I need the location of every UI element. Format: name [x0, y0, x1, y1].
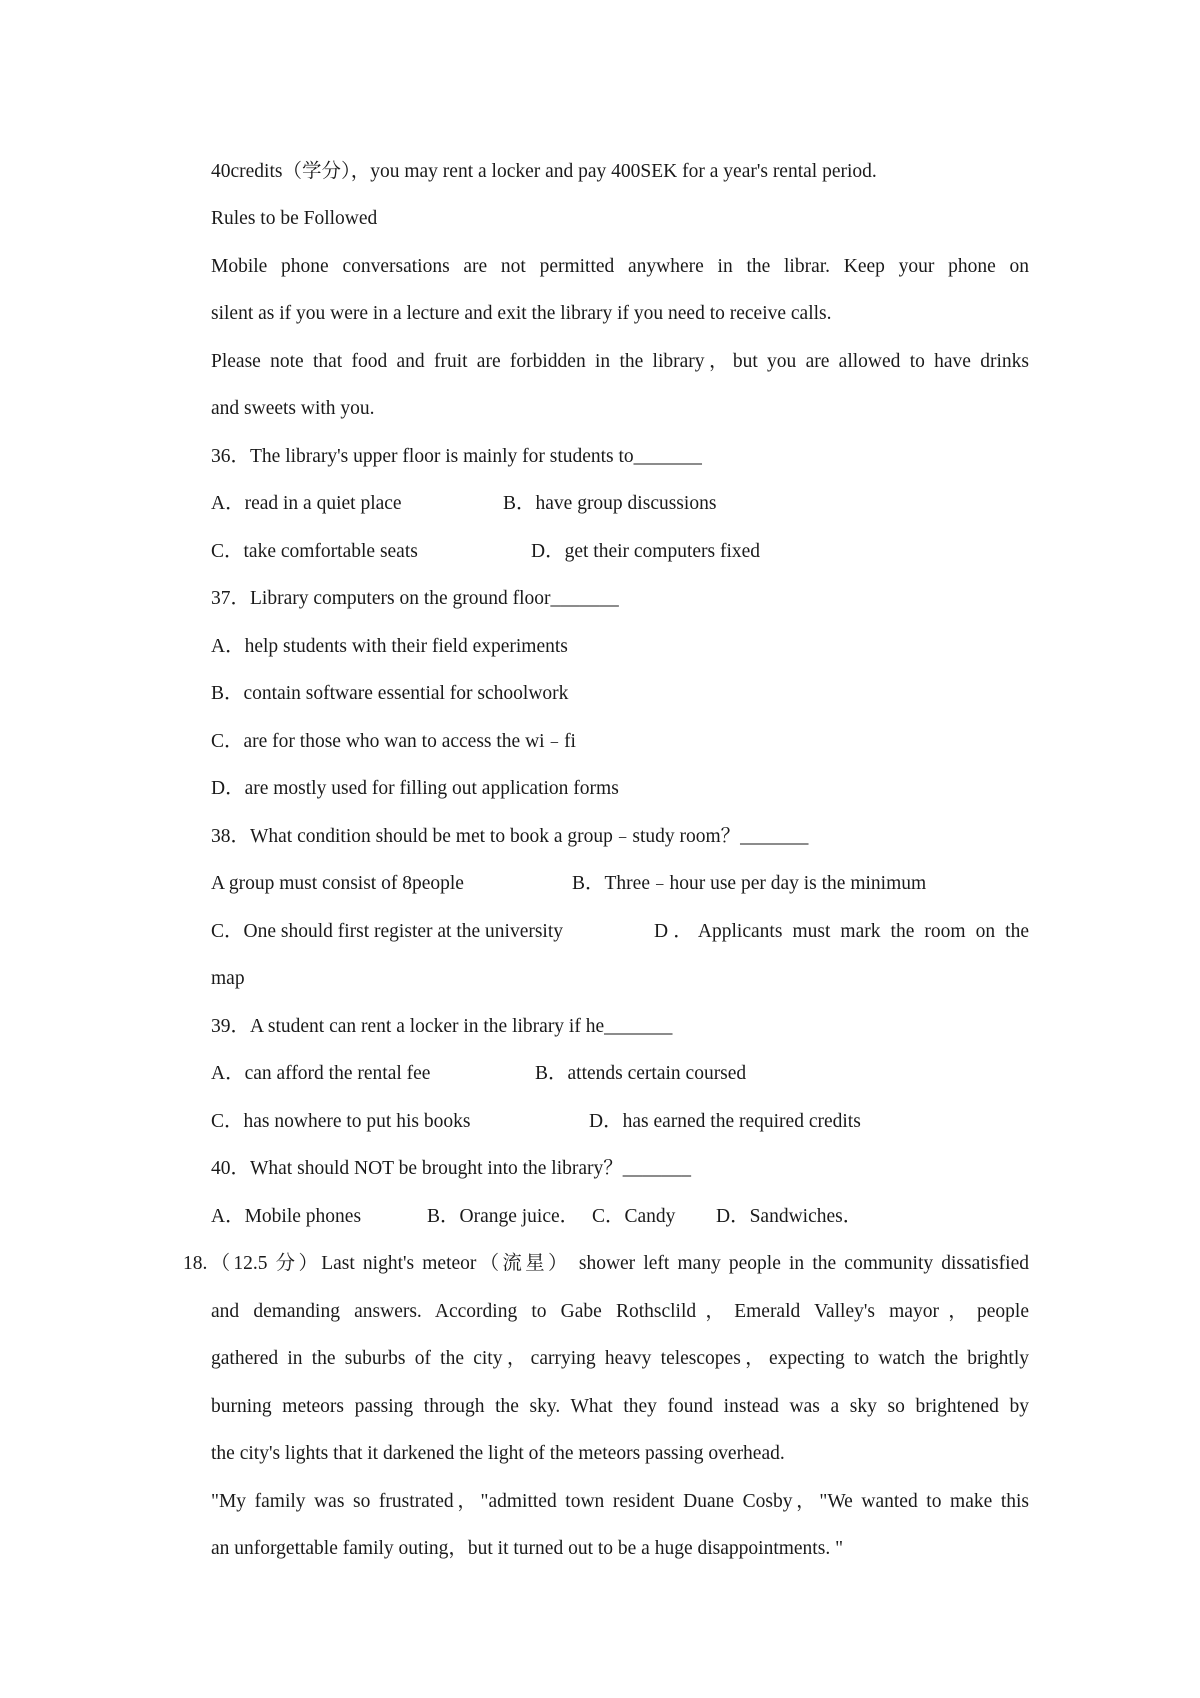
answer-option: D．has earned the required credits [589, 1111, 861, 1132]
answer-option: B．contain software essential for schoolwork [211, 683, 569, 704]
question-stem: 36．The library's upper floor is mainly for students to_______ [211, 446, 702, 467]
passage-line: silent as if you were in a lecture and exit the library if you need to receive calls. [211, 303, 832, 324]
answer-option-continuation: map [211, 968, 245, 989]
answer-option: A group must consist of 8people [211, 873, 464, 894]
answer-option: C．has nowhere to put his books [211, 1111, 471, 1132]
answer-option: C．Candy [592, 1206, 676, 1227]
answer-option: B．Orange juice． [427, 1206, 580, 1227]
passage-line: the city's lights that it darkened the light of the meteors passing overhead. [211, 1443, 785, 1464]
question-18-line: 18.（12.5 分）Last night's meteor（流星） shower left many people in the community dissatisfied [183, 1253, 1029, 1274]
answer-option: B．Three﹣hour use per day is the minimum [572, 873, 927, 894]
answer-option: D．Applicants must mark the room on the [654, 921, 1029, 942]
passage-line: "My family was so frustrated，"admitted town resident Duane Cosby，"We wanted to make this [211, 1491, 1029, 1512]
passage-line: Mobile phone conversations are not permitted anywhere in the librar. Keep your phone on [211, 256, 1029, 277]
answer-option: C．One should first register at the university [211, 921, 564, 942]
answer-option: D．Sandwiches． [716, 1206, 863, 1227]
answer-option: D．are mostly used for filling out application forms [211, 778, 619, 799]
answer-option: B．attends certain coursed [535, 1063, 747, 1084]
passage-line: 40credits（学分），you may rent a locker and pay 400SEK for a year's rental period. [211, 161, 877, 182]
answer-option: A．help students with their field experiments [211, 636, 568, 657]
passage-line: and demanding answers. According to Gabe Rothsclild，Emerald Valley's mayor，people [211, 1301, 1029, 1322]
answer-option: A．read in a quiet place [211, 493, 402, 514]
question-stem: 37．Library computers on the ground floor_______ [211, 588, 619, 609]
question-stem: 38．What condition should be met to book a group﹣study room？_______ [211, 826, 809, 847]
passage-line: Please note that food and fruit are forbidden in the library，but you are allowed to have drinks [211, 351, 1029, 372]
answer-option: C．are for those who wan to access the wi﹣fi [211, 731, 576, 752]
answer-option: D．get their computers fixed [531, 541, 761, 562]
passage-line: burning meteors passing through the sky. What they found instead was a sky so brightened by [211, 1396, 1029, 1417]
answer-option: A．can afford the rental fee [211, 1063, 431, 1084]
rules-heading: Rules to be Followed [211, 208, 378, 229]
question-stem: 39．A student can rent a locker in the library if he_______ [211, 1016, 673, 1037]
answer-option: B．have group discussions [503, 493, 717, 514]
passage-line: gathered in the suburbs of the city，carrying heavy telescopes，expecting to watch the brightly [211, 1348, 1029, 1369]
answer-option: A．Mobile phones [211, 1206, 362, 1227]
answer-option: C．take comfortable seats [211, 541, 418, 562]
question-stem: 40．What should NOT be brought into the library？_______ [211, 1158, 692, 1179]
passage-line: and sweets with you. [211, 398, 375, 419]
passage-line: an unforgettable family outing，but it turned out to be a huge disappointments. " [211, 1538, 844, 1559]
